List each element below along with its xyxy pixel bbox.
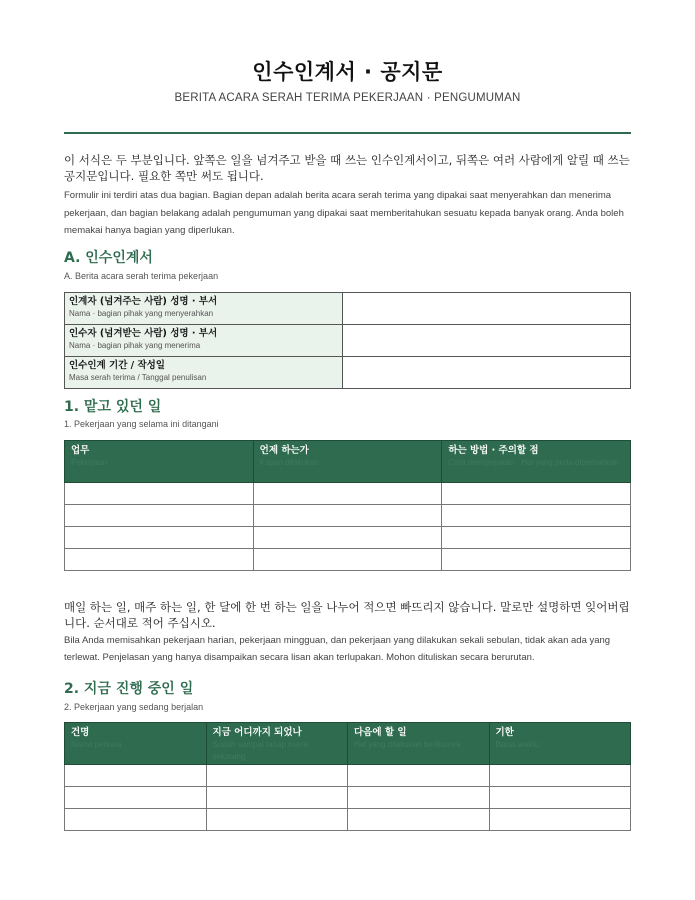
info-row-giver	[65, 293, 631, 325]
duties-header-row	[65, 441, 631, 483]
col-header-ko: 다음에 할 일	[354, 727, 407, 738]
section-2-subheading: 2. Pekerjaan yang sedang berjalan	[64, 702, 204, 712]
col-header-id: Batas waktu	[495, 740, 540, 749]
table-cell[interactable]	[442, 549, 631, 571]
duties-col-task	[65, 441, 254, 483]
table-cell[interactable]	[253, 549, 442, 571]
table-row	[65, 505, 631, 527]
col-header-id: Sudah sampai tahap mana sekarang	[212, 740, 309, 761]
col-header-id: Pekerjaan	[71, 458, 108, 467]
col-header-id: Cara mengerjakan · Hal yang perlu diperhatikan	[448, 458, 619, 467]
table-cell[interactable]	[442, 527, 631, 549]
table-cell[interactable]	[253, 505, 442, 527]
table-cell[interactable]	[348, 765, 490, 787]
section-1-subheading: 1. Pekerjaan yang selama ini ditangani	[64, 419, 219, 429]
table-cell[interactable]	[65, 787, 207, 809]
page-subtitle: BERITA ACARA SERAH TERIMA PEKERJAAN · PENGUMUMAN	[174, 92, 521, 104]
table-cell[interactable]	[65, 809, 207, 831]
info-row-period	[65, 357, 631, 389]
table-cell[interactable]	[489, 765, 631, 787]
info-value-period[interactable]	[343, 357, 631, 389]
table-cell[interactable]	[206, 787, 348, 809]
info-label-id: Nama · bagian pihak yang menerima	[69, 341, 201, 350]
table-cell[interactable]	[65, 549, 254, 571]
table-row	[65, 549, 631, 571]
col-header-ko: 기한	[495, 727, 514, 738]
info-value-receiver[interactable]	[343, 325, 631, 357]
col-header-ko: 하는 방법 · 주의할 점	[448, 445, 539, 456]
col-header-id: Nama perkara	[71, 740, 122, 749]
guidance-indonesian: Bila Anda memisahkan pekerjaan harian, pekerjaan mingguan, dan pekerjaan yang dilakukan sekali sebulan, tidak akan ada yang terlewat. Penjelasan yang hanya disampaikan secara lisan akan terlupakan. Mohon dituliskan secara berurutan.	[64, 635, 611, 663]
table-cell[interactable]	[206, 809, 348, 831]
intro-korean: 이 서식은 두 부분입니다. 앞쪽은 일을 넘겨주고 받을 때 쓰는 인수인계서이고, 뒤쪽은 여러 사람에게 알릴 때 쓰는 공지문입니다. 필요한 쪽만 써도 됩니다.	[64, 153, 630, 183]
col-header-id: Kapan dilakukan	[259, 458, 319, 467]
ongoing-col-item	[65, 723, 207, 765]
duties-col-when	[253, 441, 442, 483]
table-cell[interactable]	[65, 527, 254, 549]
table-cell[interactable]	[206, 765, 348, 787]
info-label-id: Masa serah terima / Tanggal penulisan	[69, 373, 207, 382]
table-row	[65, 809, 631, 831]
col-header-ko: 언제 하는가	[259, 445, 309, 456]
info-label-period	[65, 357, 343, 389]
col-header-ko: 건명	[71, 727, 90, 738]
col-header-ko: 업무	[71, 445, 90, 456]
table-row	[65, 787, 631, 809]
info-label-receiver	[65, 325, 343, 357]
col-header-id: Hal yang dilakukan berikutnya	[354, 740, 461, 749]
duties-table	[64, 440, 631, 571]
table-row	[65, 527, 631, 549]
ongoing-header-row	[65, 723, 631, 765]
guidance-korean: 매일 하는 일, 매주 하는 일, 한 달에 한 번 하는 일을 나누어 적으면 빠뜨리지 않습니다. 말로만 설명하면 잊어버립니다. 순서대로 적어 주십시오.	[64, 600, 630, 630]
info-row-receiver	[65, 325, 631, 357]
table-cell[interactable]	[65, 505, 254, 527]
intro-indonesian: Formulir ini terdiri atas dua bagian. Bagian depan adalah berita acara serah terima yang dipakai saat menyerahkan dan menerima pekerjaan, dan bagian belakang adalah pengumuman yang dipakai saat memberitahukan sesuatu kepada banyak orang. Anda boleh memakai hanya bagian yang diperlukan.	[64, 190, 624, 236]
table-row	[65, 483, 631, 505]
info-value-giver[interactable]	[343, 293, 631, 325]
ongoing-col-next	[348, 723, 490, 765]
page-title: 인수인계서 · 공지문	[252, 60, 443, 84]
info-label-ko: 인계자 (넘겨주는 사람) 성명 · 부서	[69, 296, 218, 307]
table-cell[interactable]	[442, 483, 631, 505]
table-cell[interactable]	[253, 527, 442, 549]
duties-col-method	[442, 441, 631, 483]
section-a-heading: A. 인수인계서	[64, 250, 153, 266]
section-2-heading: 2. 지금 진행 중인 일	[64, 681, 194, 697]
section-a-subheading: A. Berita acara serah terima pekerjaan	[64, 271, 219, 281]
table-cell[interactable]	[65, 765, 207, 787]
info-label-id: Nama · bagian pihak yang menyerahkan	[69, 309, 214, 318]
col-header-ko: 지금 어디까지 되었나	[212, 727, 302, 738]
table-row	[65, 765, 631, 787]
table-cell[interactable]	[489, 809, 631, 831]
section-1-heading: 1. 맡고 있던 일	[64, 399, 162, 415]
header-divider	[64, 132, 631, 134]
info-label-giver	[65, 293, 343, 325]
table-cell[interactable]	[65, 483, 254, 505]
info-label-ko: 인수자 (넘겨받는 사람) 성명 · 부서	[69, 328, 218, 339]
handover-info-table	[64, 292, 631, 389]
info-label-ko: 인수인계 기간 / 작성일	[69, 360, 165, 371]
table-cell[interactable]	[253, 483, 442, 505]
ongoing-col-deadline	[489, 723, 631, 765]
table-cell[interactable]	[442, 505, 631, 527]
table-cell[interactable]	[489, 787, 631, 809]
ongoing-table	[64, 722, 631, 831]
ongoing-col-progress	[206, 723, 348, 765]
table-cell[interactable]	[348, 787, 490, 809]
table-cell[interactable]	[348, 809, 490, 831]
